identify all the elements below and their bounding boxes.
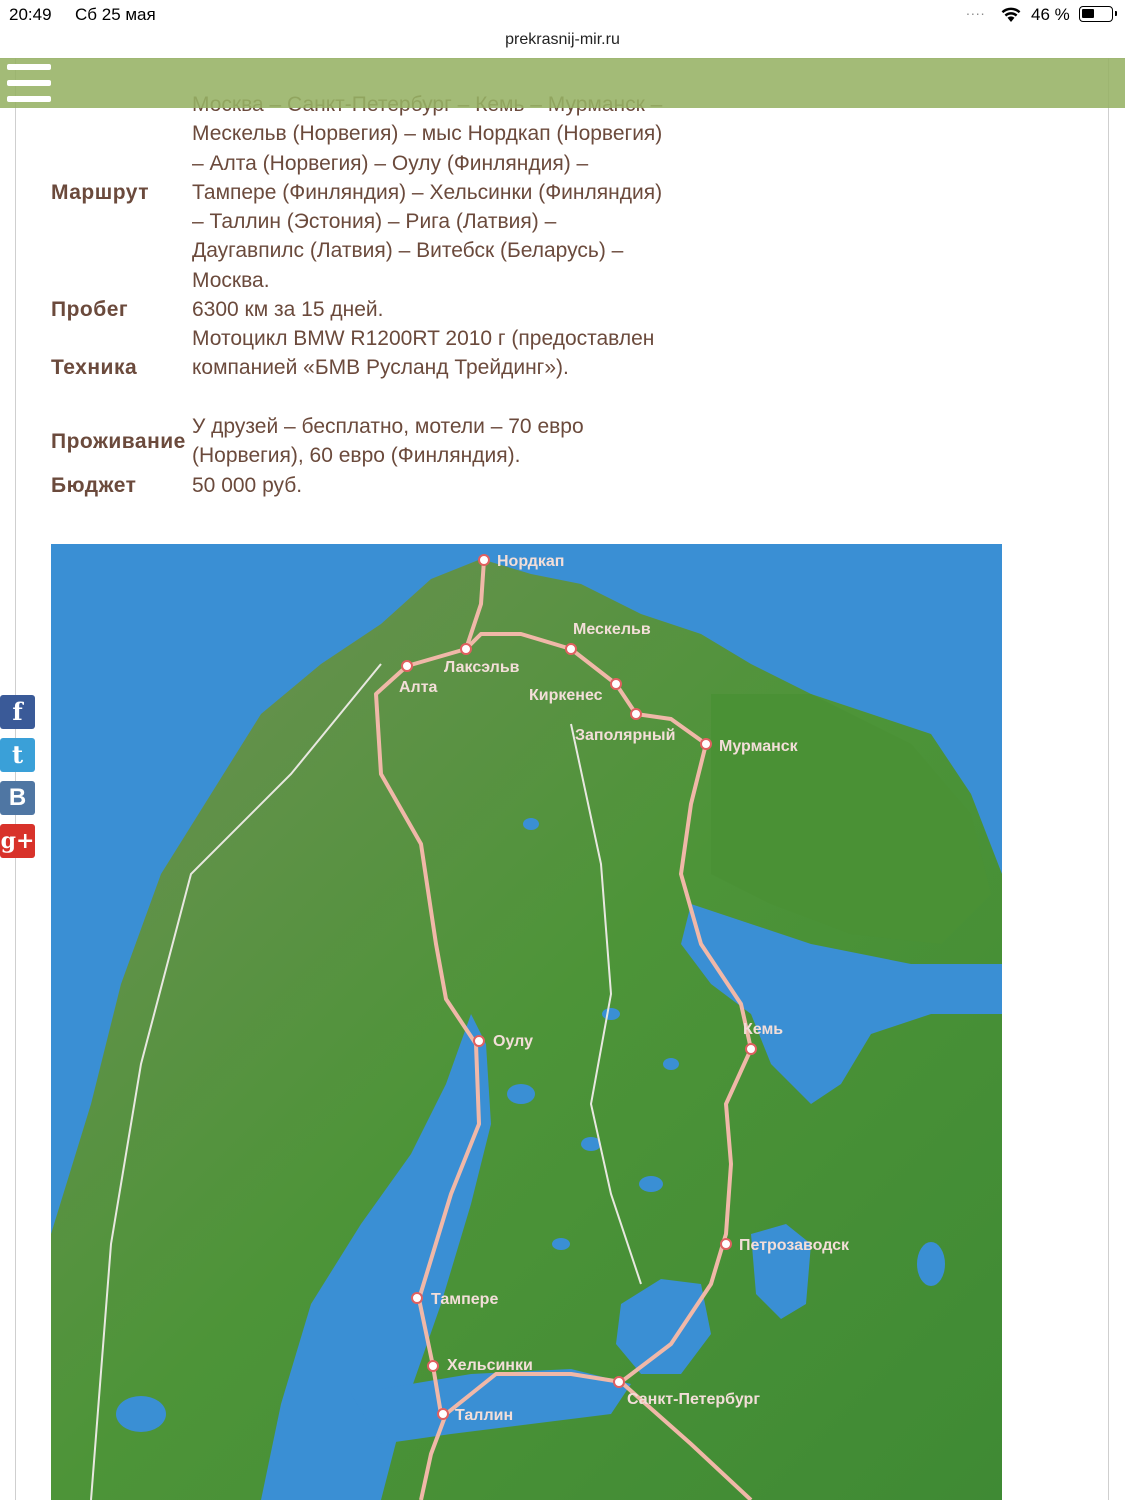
route-waypoint — [746, 1044, 756, 1054]
map-label: Мурманск — [719, 738, 798, 755]
vkontakte-share-button[interactable] — [0, 781, 35, 815]
cellular-signal-icon: .... — [966, 2, 986, 18]
battery-percent: 46 % — [1031, 5, 1070, 24]
route-waypoint — [402, 661, 412, 671]
map-label: Санкт-Петербург — [627, 1391, 760, 1408]
menu-icon-bar — [7, 96, 51, 102]
route-waypoint — [721, 1239, 731, 1249]
route-waypoint — [611, 679, 621, 689]
route-waypoint — [474, 1036, 484, 1046]
wifi-icon — [1000, 5, 1022, 28]
twitter-icon: t — [11, 740, 24, 769]
info-label: Проживание — [51, 430, 186, 453]
route-map-image — [51, 544, 1002, 1500]
route-waypoint — [614, 1377, 624, 1387]
lake — [552, 1238, 570, 1250]
route-waypoint — [701, 739, 711, 749]
url-text: prekrasnij-mir.ru — [505, 31, 620, 48]
google-plus-icon: g+ — [0, 828, 35, 854]
map-label: Лаксэльв — [444, 659, 520, 676]
lake — [523, 818, 539, 830]
menu-icon-bar — [7, 80, 51, 86]
lake — [663, 1058, 679, 1070]
map-label: Петрозаводск — [739, 1237, 850, 1254]
map-label: Киркенес — [529, 687, 603, 704]
info-value: Мескельв (Норвегия) – мыс Нордкап (Норвегия) – Алта (Норвегия) – Оулу (Финляндия) – Тампере (Финляндия) – Хельсинки (Финляндия) – Таллин (Эстония) – Рига (Латвия) – Даугавпилс (Латвия) – Витебск (Беларусь) – Москва. — [192, 122, 663, 292]
route-waypoint — [566, 644, 576, 654]
route-waypoint — [461, 644, 471, 654]
map-label: Таллин — [455, 1407, 514, 1424]
vkontakte-icon: В — [8, 784, 27, 811]
lake — [917, 1242, 945, 1286]
facebook-icon: f — [12, 697, 23, 726]
route-waypoint — [631, 709, 641, 719]
lake — [116, 1396, 166, 1432]
info-value: Мотоцикл BMW R1200RT 2010 г (предоставлен компанией «БМВ Русланд Трейдинг»). — [192, 327, 655, 380]
map-label: Нордкап — [497, 553, 565, 570]
site-nav-bar — [0, 58, 1125, 108]
battery-cap — [1115, 11, 1117, 16]
google-plus-share-button[interactable] — [0, 824, 35, 858]
route-waypoint — [412, 1293, 422, 1303]
map-label: Кемь — [743, 1021, 784, 1038]
route-waypoint — [438, 1409, 448, 1419]
map-label: Оулу — [493, 1033, 533, 1050]
info-value: У друзей – бесплатно, мотели – 70 евро (Норвегия), 60 евро (Финляндия). — [192, 415, 584, 468]
menu-icon-bar — [7, 64, 51, 70]
info-label: Техника — [51, 356, 138, 379]
info-label: Маршрут — [51, 181, 150, 204]
facebook-share-button[interactable] — [0, 695, 35, 729]
route-waypoint — [428, 1361, 438, 1371]
map-label: Тампере — [431, 1291, 499, 1308]
url-bar[interactable] — [0, 30, 1125, 59]
twitter-share-button[interactable] — [0, 738, 35, 772]
route-waypoint — [479, 555, 489, 565]
menu-icon[interactable] — [7, 64, 51, 102]
info-label: Бюджет — [51, 474, 137, 497]
info-value: 6300 км за 15 дней. — [192, 298, 384, 321]
map-label: Алта — [399, 679, 438, 696]
map-label: Мескельв — [573, 621, 651, 638]
battery-icon — [1079, 6, 1113, 22]
map-label: Заполярный — [575, 727, 676, 744]
info-label: Пробег — [51, 298, 129, 321]
map-label: Хельсинки — [447, 1357, 533, 1374]
status-time: 20:49 — [9, 5, 52, 24]
lake — [602, 1008, 620, 1020]
lake — [507, 1084, 535, 1104]
route-map — [51, 544, 1002, 1500]
lake — [639, 1176, 663, 1192]
status-date: Сб 25 мая — [75, 5, 156, 24]
battery-fill — [1082, 9, 1094, 18]
info-value: 50 000 руб. — [192, 474, 303, 497]
status-bar — [0, 0, 1125, 30]
